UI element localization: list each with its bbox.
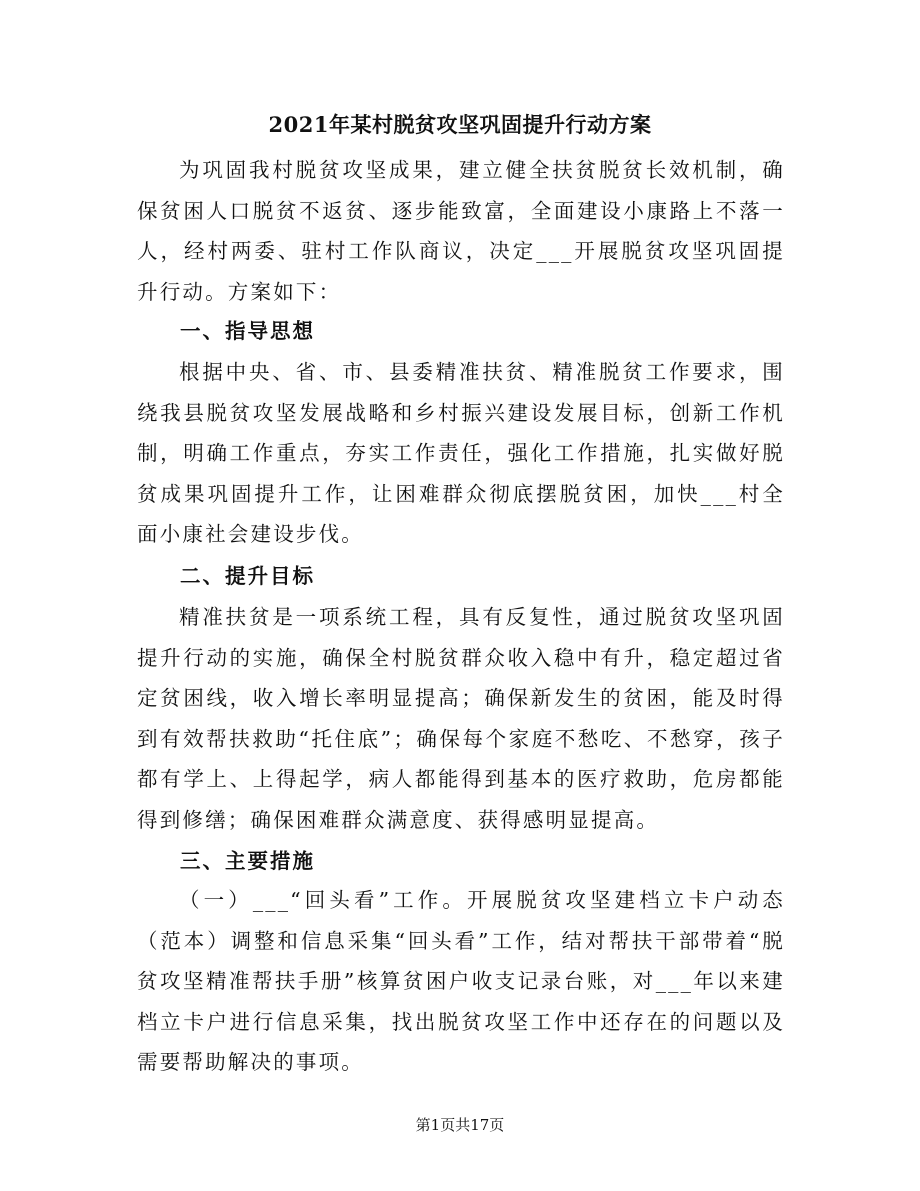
section-heading-goals: 二、提升目标: [180, 564, 315, 588]
section-paragraph-goals: [137, 597, 785, 840]
section-paragraph-measures: [137, 880, 785, 1083]
section-text: 根据中央、省、市、县委精准扶贫、精准脱贫工作要求，围绕我县脱贫攻坚发展战略和乡村振兴建设发展目标，创新工作机制，明确工作重点，夯实工作责任，强化工作措施，扎实做好脱贫成果巩固提升工作，让困难群众彻底摆脱贫困，加快___村全面小康社会建设步伐。: [137, 360, 785, 546]
section-heading-measures: 三、主要措施: [180, 849, 315, 873]
section-text: 精准扶贫是一项系统工程，具有反复性，通过脱贫攻坚巩固提升行动的实施，确保全村脱贫群众收入稳中有升，稳定超过省定贫困线，收入增长率明显提高；确保新发生的贫困，能及时得到有效帮扶救助“托住底”；确保每个家庭不愁吃、不愁穿，孩子都有学上、上得起学，病人都能得到基本的医疗救助，危房都能得到修缮；确保困难群众满意度、获得感明显提高。: [137, 605, 785, 832]
page-title: 2021年某村脱贫攻坚巩固提升行动方案: [268, 112, 652, 137]
intro-text: 为巩固我村脱贫攻坚成果，建立健全扶贫脱贫长效机制，确保贫困人口脱贫不返贫、逐步能致富，全面建设小康路上不落一人，经村两委、驻村工作队商议，决定___开展脱贫攻坚巩固提升行动。方案如下：: [137, 158, 785, 304]
section-paragraph-guiding-ideology: [137, 352, 785, 555]
intro-paragraph: [137, 150, 785, 312]
section-text: （一）___“回头看”工作。开展脱贫攻坚建档立卡户动态（范本）调整和信息采集“回头看”工作，结对帮扶干部带着“脱贫攻坚精准帮扶手册”核算贫困户收支记录台账，对___年以来建档立卡户进行信息采集，找出脱贫攻坚工作中还存在的问题以及需要帮助解决的事项。: [137, 888, 785, 1074]
page-number: 第1页共17页: [415, 1116, 505, 1134]
section-heading-guiding-ideology: 一、指导思想: [180, 319, 315, 343]
